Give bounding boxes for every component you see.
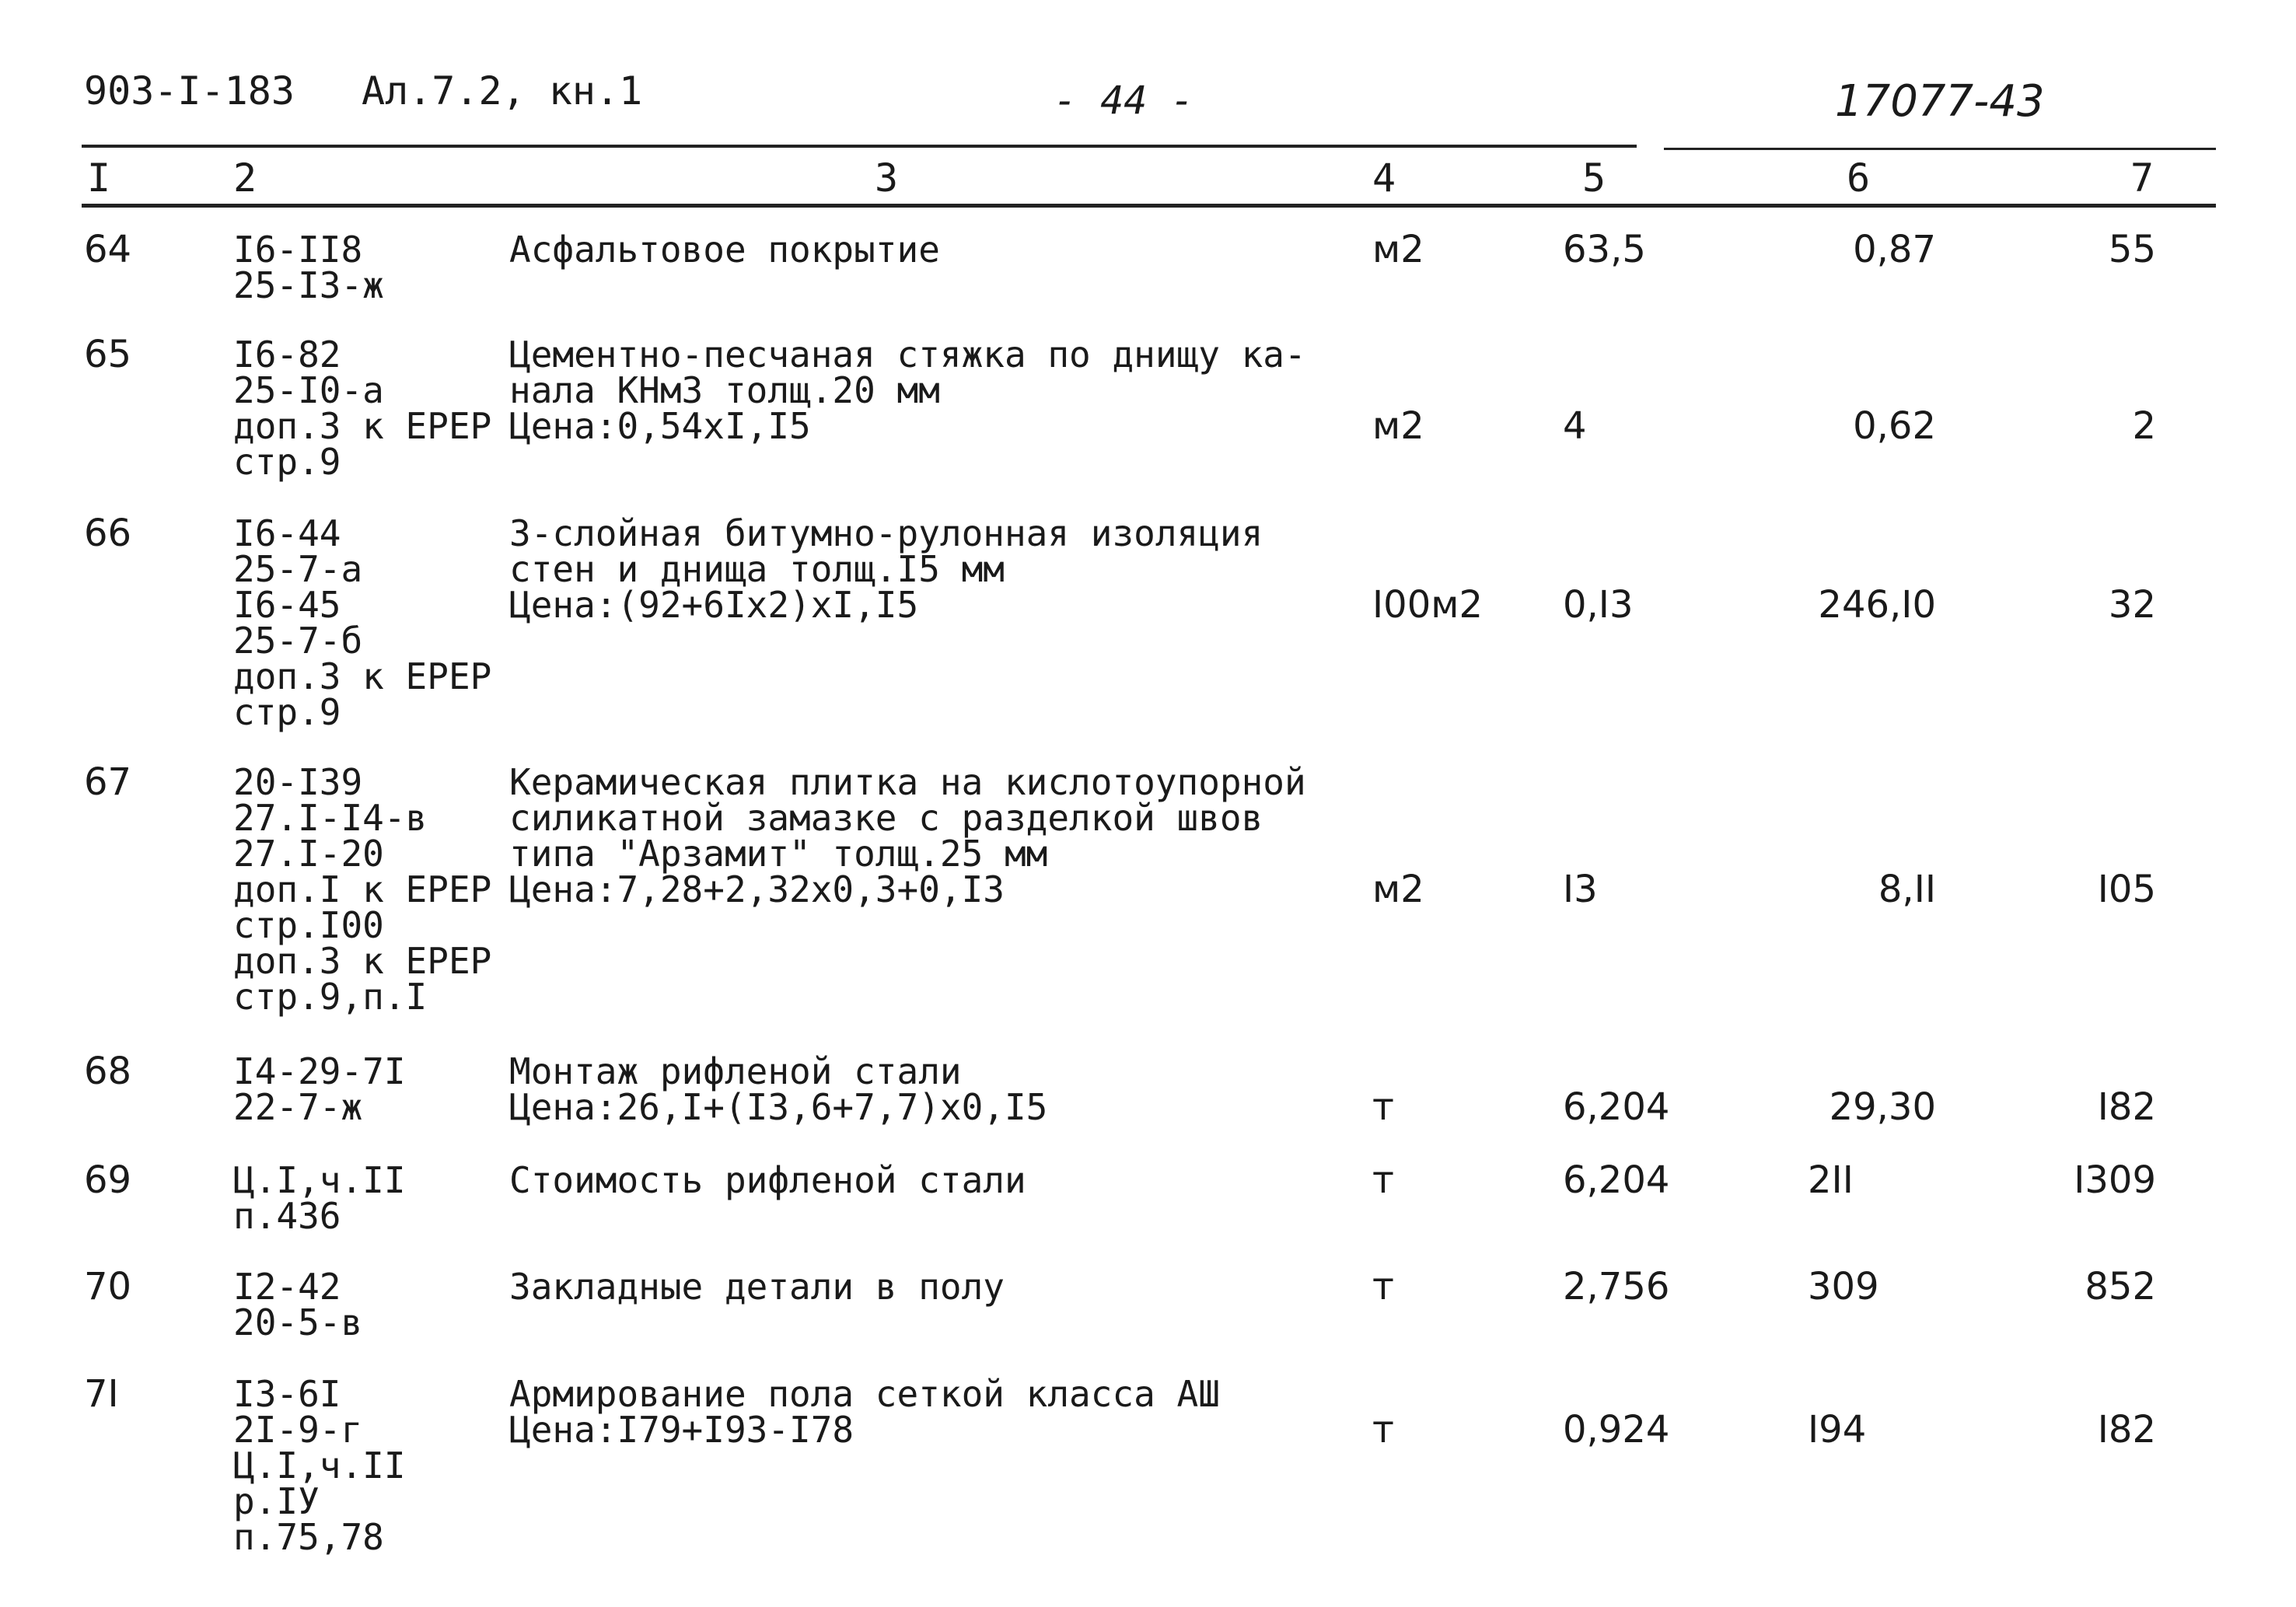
- work-description: [509, 761, 1306, 910]
- norm-reference-line: п.75,78: [233, 1516, 384, 1558]
- work-description-line: Закладные детали в полу: [509, 1266, 1005, 1308]
- work-description-line: Цементно-песчаная стяжка по днищу ка-: [509, 334, 1306, 376]
- norm-reference-line: 27.I-I4-в: [233, 797, 428, 839]
- work-description-line: Цена:26,I+(I3,6+7,7)х0,I5: [509, 1086, 1048, 1128]
- total-cost: 2: [2132, 404, 2156, 448]
- inventory-number: 17077-43: [1835, 76, 2045, 127]
- work-description: [509, 1159, 1026, 1201]
- row-number: 66: [84, 512, 132, 555]
- work-description: [509, 512, 1263, 626]
- norm-reference-line: Ц.I,ч.II: [233, 1445, 406, 1486]
- work-description-line: Цена:(92+6Iх2)хI,I5: [509, 584, 919, 626]
- total-cost: I82: [2097, 1408, 2156, 1452]
- work-description: [509, 229, 940, 271]
- total-cost: 32: [2108, 583, 2156, 627]
- norm-reference-line: 25-I3-ж: [233, 264, 384, 306]
- unit-of-measure: м2: [1372, 228, 1424, 271]
- quantity: 0,I3: [1563, 583, 1634, 627]
- page-number: - 44 -: [1054, 78, 1194, 123]
- norm-reference-line: I6-45: [233, 584, 341, 626]
- norm-reference-line: I6-44: [233, 512, 341, 554]
- norm-reference: [233, 1050, 406, 1128]
- unit-price: I94: [1808, 1408, 1867, 1452]
- column-header-6: 6: [1847, 155, 1871, 201]
- quantity: 0,924: [1563, 1408, 1670, 1452]
- document-code: 903-I-183: [84, 68, 295, 114]
- row-number: 70: [84, 1265, 132, 1308]
- norm-reference-line: стр.I00: [233, 904, 384, 946]
- work-description-line: 3-слойная битумно-рулонная изоляция: [509, 512, 1263, 554]
- total-cost: I309: [2074, 1158, 2156, 1202]
- row-number: 65: [84, 333, 132, 376]
- work-description: [509, 1373, 1220, 1451]
- work-description: [509, 1050, 1048, 1128]
- row-number: 68: [84, 1050, 132, 1093]
- unit-price: 8,II: [1878, 868, 1936, 911]
- unit-of-measure: м2: [1372, 868, 1424, 911]
- unit-price: 0,87: [1853, 228, 1936, 271]
- norm-reference-line: I4-29-7I: [233, 1050, 406, 1092]
- unit-of-measure: т: [1372, 1158, 1394, 1202]
- work-description-line: Керамическая плитка на кислотоупорной: [509, 761, 1306, 803]
- column-header-1: I: [87, 155, 111, 201]
- work-description-line: нала КНм3 толщ.20 мм: [509, 369, 940, 411]
- norm-reference-line: п.436: [233, 1195, 341, 1237]
- norm-reference-line: 20-I39: [233, 761, 363, 803]
- column-header-5: 5: [1582, 155, 1606, 201]
- work-description-line: Цена:0,54хI,I5: [509, 405, 811, 447]
- work-description-line: Монтаж рифленой стали: [509, 1050, 962, 1092]
- unit-price: 246,I0: [1818, 583, 1936, 627]
- norm-reference-line: I2-42: [233, 1266, 341, 1308]
- column-header-7: 7: [2130, 155, 2154, 201]
- work-description-line: Асфальтовое покрытие: [509, 229, 940, 271]
- quantity: 6,204: [1563, 1085, 1670, 1129]
- quantity: 6,204: [1563, 1158, 1670, 1202]
- work-description-line: типа "Арзамит" толщ.25 мм: [509, 833, 1048, 875]
- row-number: 67: [84, 760, 132, 804]
- total-cost: I82: [2097, 1085, 2156, 1129]
- unit-of-measure: м2: [1372, 404, 1424, 448]
- norm-reference-line: Ц.I,ч.II: [233, 1159, 406, 1201]
- norm-reference-line: 22-7-ж: [233, 1086, 363, 1128]
- row-number: 69: [84, 1158, 132, 1202]
- unit-price: 29,30: [1829, 1085, 1936, 1129]
- album-reference: Ал.7.2, кн.1: [362, 68, 643, 114]
- work-description-line: силикатной замазке с разделкой швов: [509, 797, 1263, 839]
- norm-reference-line: доп.3 к ЕРЕР: [233, 940, 492, 982]
- work-description: [509, 334, 1306, 447]
- unit-of-measure: т: [1372, 1085, 1394, 1129]
- norm-reference-line: I6-II8: [233, 229, 363, 271]
- column-header-4: 4: [1372, 155, 1396, 201]
- norm-reference: [233, 229, 384, 306]
- norm-reference: [233, 334, 492, 483]
- norm-reference-line: 20-5-в: [233, 1301, 363, 1343]
- norm-reference-line: стр.9: [233, 441, 341, 483]
- norm-reference-line: 25-I0-а: [233, 369, 384, 411]
- unit-price: 309: [1808, 1265, 1879, 1308]
- unit-of-measure: т: [1372, 1265, 1394, 1308]
- norm-reference-line: 25-7-б: [233, 620, 363, 662]
- work-description-line: стен и днища толщ.I5 мм: [509, 548, 1005, 590]
- unit-price: 2II: [1808, 1158, 1854, 1202]
- norm-reference: [233, 1266, 363, 1343]
- work-description-line: Цена:I79+I93-I78: [509, 1409, 854, 1451]
- work-description-line: Цена:7,28+2,32х0,3+0,I3: [509, 868, 1005, 910]
- unit-of-measure: т: [1372, 1408, 1394, 1452]
- norm-reference-line: доп.I к ЕРЕР: [233, 868, 492, 910]
- total-cost: I05: [2097, 868, 2156, 911]
- norm-reference-line: доп.3 к ЕРЕР: [233, 405, 492, 447]
- norm-reference-line: р.IУ: [233, 1480, 320, 1522]
- norm-reference-line: I6-82: [233, 334, 341, 376]
- norm-reference: [233, 512, 492, 733]
- column-header-2: 2: [233, 155, 257, 201]
- quantity: 2,756: [1563, 1265, 1670, 1308]
- norm-reference: [233, 761, 492, 1018]
- norm-reference: [233, 1159, 406, 1237]
- norm-reference-line: 25-7-а: [233, 548, 363, 590]
- total-cost: 852: [2085, 1265, 2156, 1308]
- total-cost: 55: [2108, 228, 2156, 271]
- norm-reference-line: I3-6I: [233, 1373, 341, 1415]
- unit-price: 0,62: [1853, 404, 1936, 448]
- quantity: 4: [1563, 404, 1587, 448]
- row-number: 7I: [84, 1372, 119, 1416]
- work-description-line: Стоимость рифленой стали: [509, 1159, 1026, 1201]
- norm-reference-line: 2I-9-г: [233, 1409, 363, 1451]
- norm-reference: [233, 1373, 406, 1558]
- norm-reference-line: стр.9,п.I: [233, 976, 428, 1018]
- work-description: [509, 1266, 1005, 1308]
- quantity: 63,5: [1563, 228, 1646, 271]
- unit-of-measure: I00м2: [1372, 583, 1483, 627]
- norm-reference-line: стр.9: [233, 691, 341, 733]
- column-header-3: 3: [875, 155, 899, 201]
- norm-reference-line: 27.I-20: [233, 833, 384, 875]
- work-description-line: Армирование пола сеткой класса АШ: [509, 1373, 1220, 1415]
- norm-reference-line: доп.3 к ЕРЕР: [233, 655, 492, 697]
- quantity: I3: [1563, 868, 1598, 911]
- row-number: 64: [84, 228, 132, 271]
